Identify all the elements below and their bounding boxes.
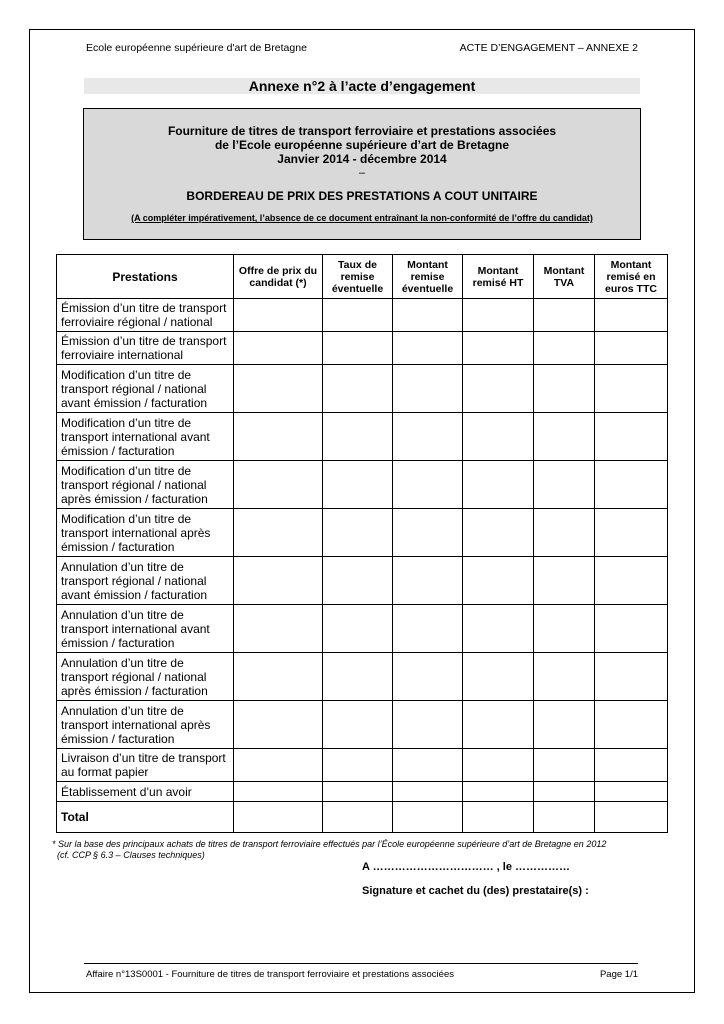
table-row xyxy=(57,557,668,605)
price-cell[interactable] xyxy=(595,653,668,701)
price-cell[interactable] xyxy=(323,557,393,605)
row-label: Modification d’un titre de transport international avant émission / facturation xyxy=(57,413,234,461)
price-cell[interactable] xyxy=(534,782,595,802)
table-row xyxy=(57,749,668,782)
price-cell[interactable] xyxy=(234,701,323,749)
table-row xyxy=(57,701,668,749)
price-cell[interactable] xyxy=(234,782,323,802)
table-row xyxy=(57,413,668,461)
total-cell[interactable] xyxy=(463,802,534,833)
price-cell[interactable] xyxy=(393,332,463,365)
col-header-prestations: Prestations xyxy=(57,255,234,299)
price-cell[interactable] xyxy=(595,413,668,461)
box-line-3: Janvier 2014 - décembre 2014 xyxy=(277,152,447,166)
price-cell[interactable] xyxy=(323,653,393,701)
price-cell[interactable] xyxy=(323,509,393,557)
price-cell[interactable] xyxy=(463,461,534,509)
total-cell[interactable] xyxy=(323,802,393,833)
price-cell[interactable] xyxy=(323,413,393,461)
price-cell[interactable] xyxy=(393,557,463,605)
header-school-name: Ecole européenne supérieure d'art de Bretagne xyxy=(86,42,307,54)
price-cell[interactable] xyxy=(393,299,463,332)
footer-affair-ref: Affaire n°13S0001 - Fourniture de titres de transport ferroviaire et prestations associées xyxy=(86,969,454,980)
row-label: Livraison d’un titre de transport au format papier xyxy=(57,749,234,782)
price-cell[interactable] xyxy=(463,365,534,413)
price-cell[interactable] xyxy=(534,653,595,701)
price-cell[interactable] xyxy=(463,299,534,332)
col-header-offre: Offre de prix du candidat (*) xyxy=(234,255,323,299)
box-line-1: Fourniture de titres de transport ferroviaire et prestations associées xyxy=(167,124,557,138)
price-cell[interactable] xyxy=(595,749,668,782)
table-row xyxy=(57,299,668,332)
price-cell[interactable] xyxy=(393,653,463,701)
signature-date-line: A …………………………… , le …………… xyxy=(362,861,570,873)
price-cell[interactable] xyxy=(595,299,668,332)
price-cell[interactable] xyxy=(393,461,463,509)
box-note: (A compléter impérativement, l’absence de ce document entraînant la non-conformité de l’offre du candidat) xyxy=(131,213,593,223)
col-header-ttc: Montant remisé en euros TTC xyxy=(595,255,668,299)
footnote-line-1: * Sur la base des principaux achats de titres de transport ferroviaire effectués par l’École européenne supérieure d’art de Bretagne en 2012 xyxy=(52,839,607,849)
table-row xyxy=(57,653,668,701)
table-row xyxy=(57,782,668,802)
box-dash: – xyxy=(358,167,366,179)
total-cell[interactable] xyxy=(393,802,463,833)
row-label: Émission d’un titre de transport ferroviaire international xyxy=(57,332,234,365)
price-cell[interactable] xyxy=(463,782,534,802)
price-cell[interactable] xyxy=(534,365,595,413)
price-cell[interactable] xyxy=(234,299,323,332)
col-header-montant-remise: Montant remise éventuelle xyxy=(393,255,463,299)
price-cell[interactable] xyxy=(234,557,323,605)
total-cell[interactable] xyxy=(234,802,323,833)
table-row xyxy=(57,332,668,365)
price-cell[interactable] xyxy=(534,332,595,365)
price-cell[interactable] xyxy=(534,557,595,605)
price-cell[interactable] xyxy=(534,461,595,509)
price-cell[interactable] xyxy=(393,413,463,461)
price-table xyxy=(56,254,668,833)
price-cell[interactable] xyxy=(393,749,463,782)
price-cell[interactable] xyxy=(234,605,323,653)
table-header-row xyxy=(57,255,668,299)
price-cell[interactable] xyxy=(463,749,534,782)
box-line-2: de l’Ecole européenne supérieure d’art de Bretagne xyxy=(214,138,510,152)
price-cell[interactable] xyxy=(463,332,534,365)
price-cell[interactable] xyxy=(393,605,463,653)
table-row xyxy=(57,461,668,509)
price-cell[interactable] xyxy=(234,365,323,413)
total-cell[interactable] xyxy=(534,802,595,833)
row-label: Modification d’un titre de transport régional / national après émission / facturation xyxy=(57,461,234,509)
price-cell[interactable] xyxy=(234,461,323,509)
table-total-row xyxy=(57,802,668,833)
box-subtitle: BORDEREAU DE PRIX DES PRESTATIONS A COUT UNITAIRE xyxy=(186,189,538,203)
footnote-line-2: (cf. CCP § 6.3 – Clauses techniques) xyxy=(57,850,205,860)
table-row xyxy=(57,509,668,557)
price-cell[interactable] xyxy=(463,413,534,461)
table-row xyxy=(57,365,668,413)
col-header-montant-ht: Montant remisé HT xyxy=(463,255,534,299)
price-cell[interactable] xyxy=(534,749,595,782)
description-box xyxy=(83,108,641,240)
price-cell[interactable] xyxy=(595,701,668,749)
price-cell[interactable] xyxy=(234,653,323,701)
footer-page-number: Page 1/1 xyxy=(599,969,638,980)
price-cell[interactable] xyxy=(463,557,534,605)
total-label: Total xyxy=(57,802,234,833)
price-cell[interactable] xyxy=(234,332,323,365)
row-label: Annulation d’un titre de transport régional / national après émission / facturation xyxy=(57,653,234,701)
col-header-taux: Taux de remise éventuelle xyxy=(323,255,393,299)
footnote xyxy=(52,839,692,861)
price-cell[interactable] xyxy=(234,749,323,782)
price-cell[interactable] xyxy=(393,701,463,749)
header-document-ref: ACTE D’ENGAGEMENT – ANNEXE 2 xyxy=(459,42,638,54)
row-label: Modification d’un titre de transport régional / national avant émission / facturation xyxy=(57,365,234,413)
price-cell[interactable] xyxy=(323,749,393,782)
price-cell[interactable] xyxy=(234,509,323,557)
col-header-tva: Montant TVA xyxy=(534,255,595,299)
price-cell[interactable] xyxy=(323,332,393,365)
row-label: Modification d’un titre de transport international après émission / facturation xyxy=(57,509,234,557)
row-label: Établissement d’un avoir xyxy=(57,782,234,802)
table-row xyxy=(57,605,668,653)
price-cell[interactable] xyxy=(323,782,393,802)
footer-rule xyxy=(84,963,638,964)
price-cell[interactable] xyxy=(463,605,534,653)
price-cell[interactable] xyxy=(595,557,668,605)
price-cell[interactable] xyxy=(595,782,668,802)
row-label: Annulation d’un titre de transport régional / national avant émission / facturation xyxy=(57,557,234,605)
price-cell[interactable] xyxy=(534,413,595,461)
price-cell[interactable] xyxy=(463,701,534,749)
signature-label: Signature et cachet du (des) prestataire(s) : xyxy=(362,885,589,897)
row-label: Annulation d’un titre de transport international avant émission / facturation xyxy=(57,605,234,653)
price-cell[interactable] xyxy=(323,299,393,332)
price-cell[interactable] xyxy=(323,365,393,413)
price-cell[interactable] xyxy=(595,365,668,413)
row-label: Annulation d’un titre de transport international après émission / facturation xyxy=(57,701,234,749)
price-cell[interactable] xyxy=(393,365,463,413)
price-cell[interactable] xyxy=(534,299,595,332)
page-title: Annexe n°2 à l’acte d’engagement xyxy=(248,78,476,94)
row-label: Émission d’un titre de transport ferroviaire régional / national xyxy=(57,299,234,332)
price-cell[interactable] xyxy=(234,413,323,461)
price-cell[interactable] xyxy=(393,509,463,557)
price-cell[interactable] xyxy=(595,332,668,365)
price-cell[interactable] xyxy=(323,701,393,749)
price-cell[interactable] xyxy=(595,461,668,509)
price-cell[interactable] xyxy=(534,509,595,557)
price-cell[interactable] xyxy=(463,509,534,557)
price-cell[interactable] xyxy=(595,605,668,653)
price-cell[interactable] xyxy=(595,509,668,557)
price-cell[interactable] xyxy=(463,653,534,701)
price-cell[interactable] xyxy=(393,782,463,802)
price-cell[interactable] xyxy=(323,461,393,509)
total-cell[interactable] xyxy=(595,802,668,833)
price-cell[interactable] xyxy=(323,605,393,653)
price-cell[interactable] xyxy=(534,701,595,749)
price-cell[interactable] xyxy=(534,605,595,653)
